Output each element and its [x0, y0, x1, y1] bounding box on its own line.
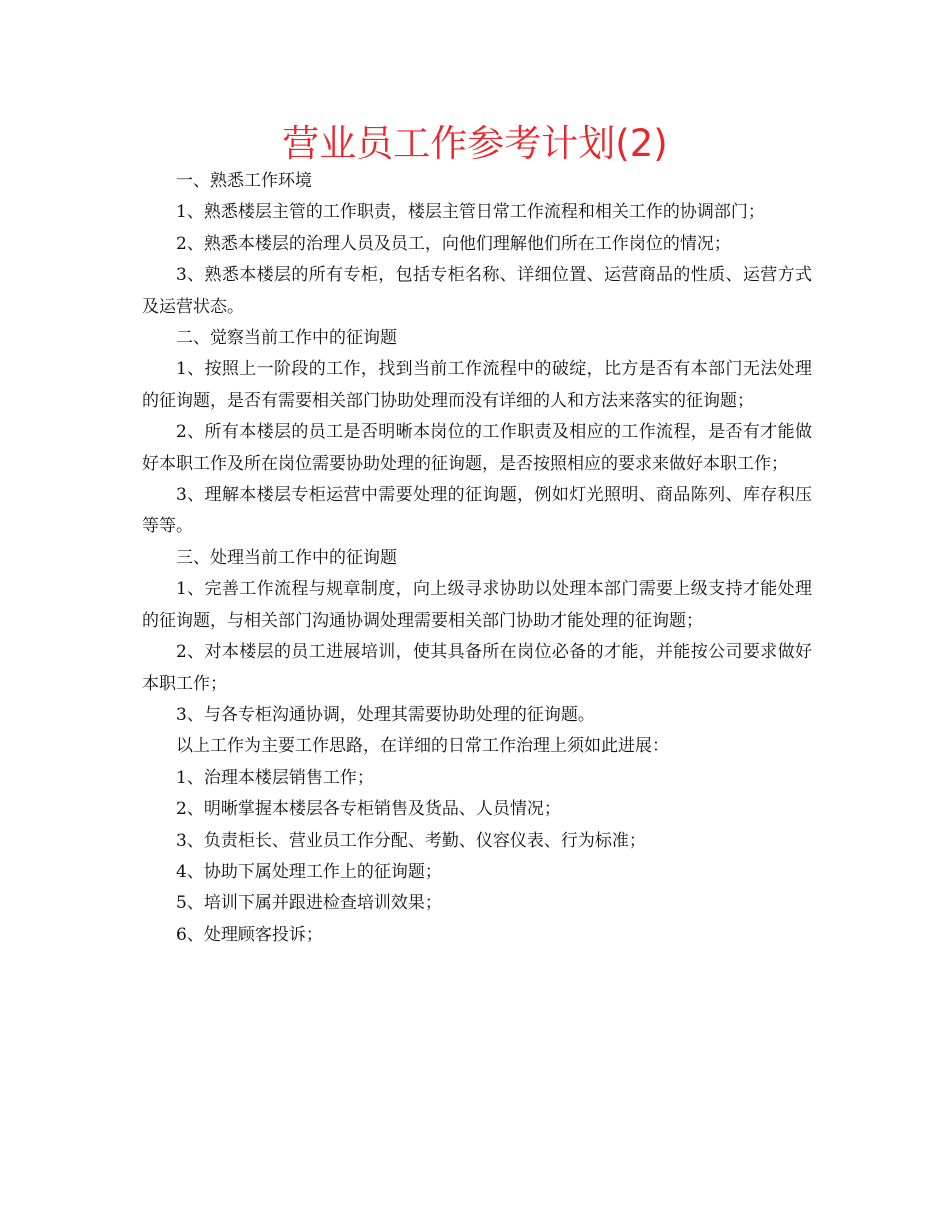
document-body	[142, 166, 812, 951]
paragraph: 2、所有本楼层的员工是否明晰本岗位的工作职责及相应的工作流程，是否有才能做好本职工作及所在岗位需要协助处理的征询题，是否按照相应的要求来做好本职工作；	[142, 422, 812, 474]
section-heading-1: 一、熟悉工作环境	[176, 171, 312, 191]
paragraph: 3、理解本楼层专柜运营中需要处理的征询题，例如灯光照明、商品陈列、库存积压等等。	[142, 485, 812, 537]
paragraph: 3、熟悉本楼层的所有专柜，包括专柜名称、详细位置、运营商品的性质、运营方式及运营状态。	[142, 265, 812, 317]
paragraph: 2、熟悉本楼层的治理人员及员工，向他们理解他们所在工作岗位的情况；	[176, 233, 731, 254]
list-item: 5、培训下属并跟进检查培训效果；	[176, 893, 442, 914]
section-heading-2: 二、觉察当前工作中的征询题	[176, 328, 397, 349]
section-heading-3: 三、处理当前工作中的征询题	[176, 547, 397, 568]
paragraph: 3、与各专柜沟通协调，处理其需要协助处理的征询题。	[176, 704, 595, 725]
paragraph: 1、完善工作流程与规章制度，向上级寻求协助以处理本部门需要上级支持才能处理的征询题，与相关部门沟通协调处理需要相关部门协助才能处理的征询题；	[142, 579, 812, 631]
list-item: 6、处理顾客投诉；	[176, 924, 323, 945]
paragraph: 2、对本楼层的员工进展培训，使其具备所在岗位必备的才能，并能按公司要求做好本职工作；	[142, 642, 812, 694]
list-item: 3、负责柜长、营业员工作分配、考勤、仪容仪表、行为标准；	[176, 830, 646, 851]
paragraph: 1、按照上一阶段的工作，找到当前工作流程中的破绽，比方是否有本部门无法处理的征询题，是否有需要相关部门协助处理而没有详细的人和方法来落实的征询题；	[142, 359, 812, 411]
paragraph: 1、熟悉楼层主管的工作职责，楼层主管日常工作流程和相关工作的协调部门；	[176, 202, 765, 223]
paragraph: 以上工作为主要工作思路，在详细的日常工作治理上须如此进展：	[176, 736, 669, 757]
list-item: 4、协助下属处理工作上的征询题；	[176, 861, 442, 882]
document-title: 营业员工作参考计划(2)	[282, 122, 668, 165]
list-item: 1、治理本楼层销售工作；	[176, 767, 374, 788]
list-item: 2、明晰掌握本楼层各专柜销售及货品、人员情况；	[176, 799, 561, 820]
